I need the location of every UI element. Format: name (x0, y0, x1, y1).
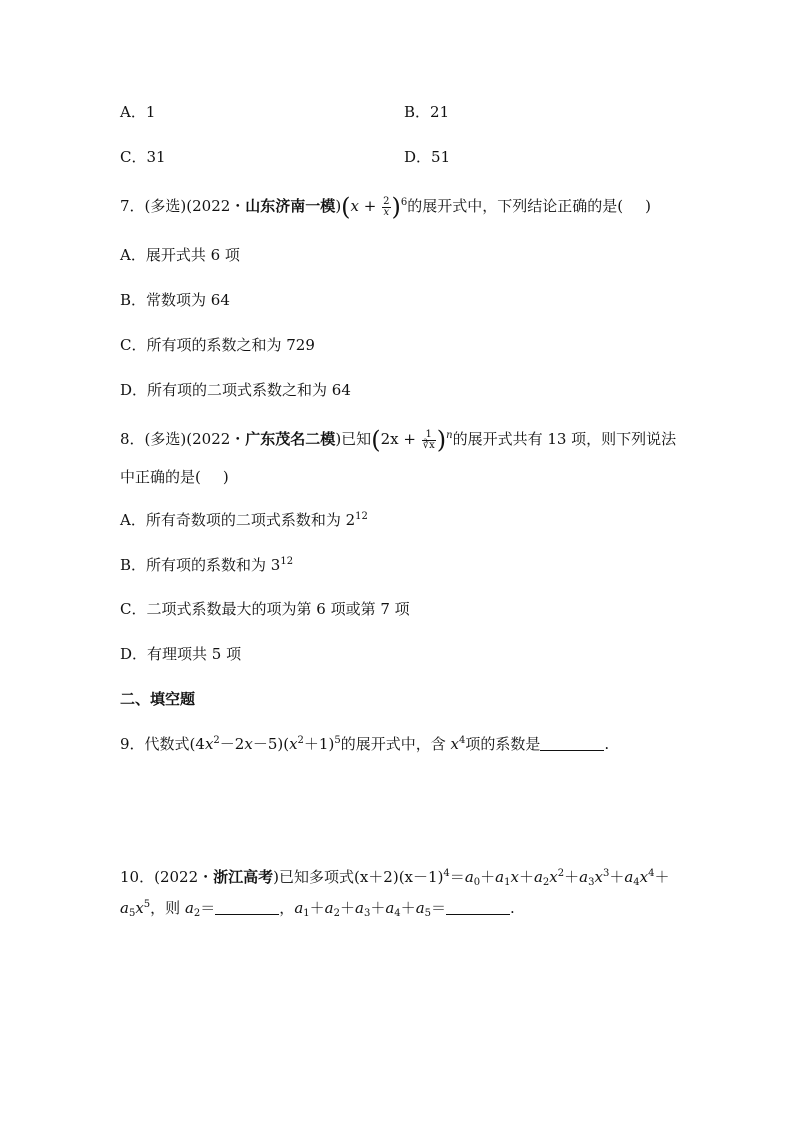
q8-option-c: C．二项式系数最大的项为第 6 项或第 7 项 (120, 600, 410, 618)
section-heading: 二、填空题 (120, 690, 196, 708)
q7-fraction: $\frac{2}{x}$ (383, 195, 390, 218)
q7-option-b: B．常数项为 64 (120, 291, 230, 309)
q8-stem: 8．(多选)(2022・广东茂名二模)已知(2x + $\frac{1}{∛x}$ )$^n$的展开式共有 13 项，则下列说法 (120, 426, 677, 454)
q9-stem: 9．代数式$(4x^2-2x-5)(x^2+1)^5$的展开式中，含 $x^4$项的系数是 . (120, 735, 610, 753)
q6-option-b: B．21 (404, 103, 450, 121)
q6-option-c: C．31 (120, 148, 166, 166)
q6-option-d: D．51 (404, 148, 451, 166)
q10-source-name: 浙江高考 (213, 868, 274, 886)
q8-fraction: $\frac{1}{∛x}$ (422, 428, 435, 451)
q8-stem-line2: 中正确的是( ) (120, 468, 229, 486)
q10-stem-line2: $a_5x^5$，则 $a_2=$ ，$a_1+a_2+a_3+a_4+a_5=$ . (120, 899, 515, 919)
q8-option-d: D．有理项共 5 项 (120, 645, 242, 663)
q10-answer-blank-a2[interactable] (215, 899, 279, 915)
q10-stem: 10．(2022・浙江高考)已知多项式$(x+2)(x-1)^4=a_0+a_1x+a_2x^2+a_3x^3+a_4x^4+$ (120, 868, 670, 888)
q6-option-a: A．1 (120, 103, 156, 121)
q7-option-d: D．所有项的二项式系数之和为 64 (120, 381, 351, 399)
q10-answer-blank-sum[interactable] (446, 899, 510, 915)
q9-answer-blank[interactable] (540, 735, 604, 751)
q8-option-b: B．所有项的系数和为 $3^{12}$ (120, 556, 294, 574)
q7-source-name: 山东济南一模 (245, 197, 336, 215)
q8-source-name: 广东茂名二模 (245, 430, 336, 448)
q7-option-a: A．展开式共 6 项 (120, 246, 240, 264)
q7-stem: 7．(多选)(2022・山东济南一模)(x + $\frac{2}{x}$ )$^6$的展开式中，下列结论正确的是( ) (120, 193, 651, 221)
q7-option-c: C．所有项的系数之和为 729 (120, 336, 315, 354)
q8-option-a: A．所有奇数项的二项式系数和为 $2^{12}$ (120, 511, 368, 529)
